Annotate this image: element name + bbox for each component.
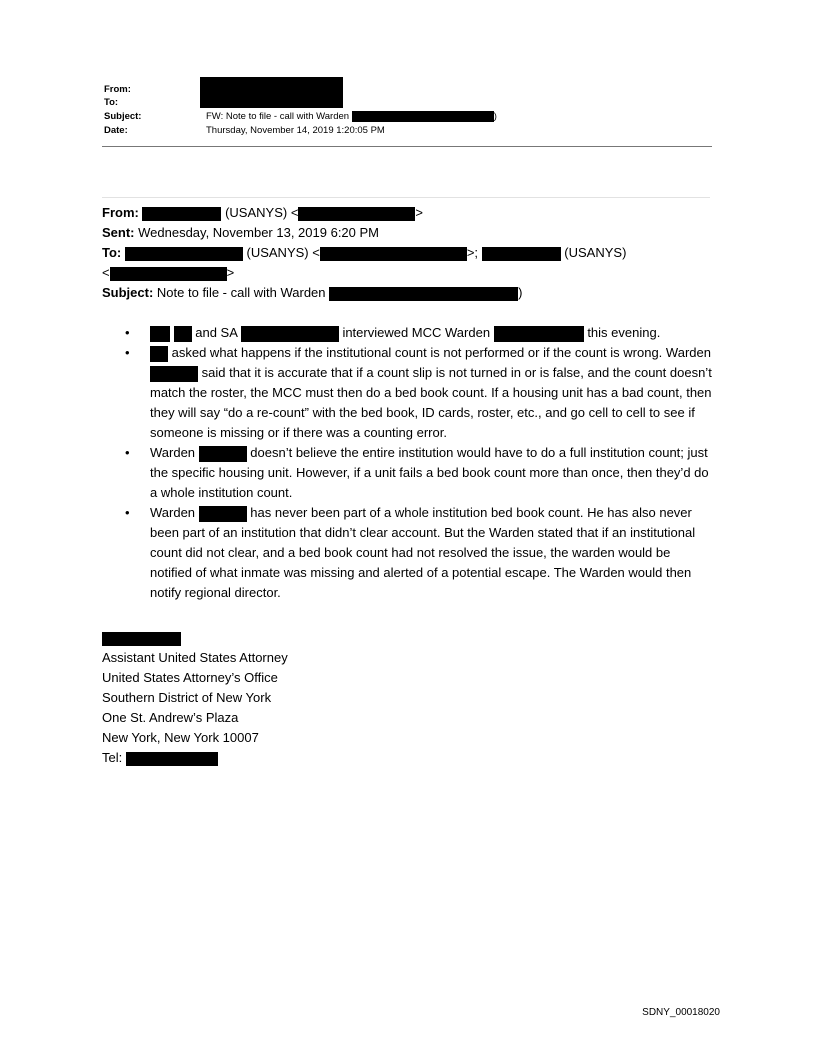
forwarded-sent-label: Sent: bbox=[102, 225, 135, 240]
redaction-block bbox=[150, 346, 168, 362]
bullet-text: asked what happens if the institutional count is not performed or if the count is wrong. bbox=[171, 345, 663, 360]
redaction-block bbox=[126, 752, 218, 766]
forwarded-to-org2: (USANYS) bbox=[564, 245, 627, 260]
signature-city: New York, New York 10007 bbox=[102, 730, 259, 745]
forwarded-from-org: (USANYS) < bbox=[225, 205, 299, 220]
forwarded-from-line bbox=[102, 203, 423, 223]
forwarded-subject-line bbox=[102, 283, 522, 303]
forwarded-to-line2 bbox=[102, 263, 234, 283]
bullet-text: interviewed MCC Warden bbox=[342, 325, 491, 340]
list-item bbox=[125, 323, 715, 343]
list-item bbox=[125, 343, 715, 443]
header-date-label: Date: bbox=[104, 125, 128, 136]
redaction-block bbox=[199, 506, 247, 522]
redaction-block bbox=[199, 446, 247, 462]
forward-divider bbox=[102, 197, 710, 198]
forwarded-from-label: From: bbox=[102, 205, 139, 220]
bullet-text: Warden bbox=[665, 345, 711, 360]
list-item bbox=[125, 503, 715, 603]
redaction-block bbox=[482, 247, 561, 261]
header-from-label: From: bbox=[104, 84, 131, 95]
bullet-text: said that it is accurate that if a count slip is not turned in or is false, and the count doesn’t match the roster, the MCC must then do a bed book count. If a housing unit has a bad count, then they will say “do a re-count” with the bed book, ID cards, roster, etc., and go cell to cell to see if someone is missing or if there was a counting error. bbox=[150, 365, 712, 440]
forwarded-subject-close: ) bbox=[518, 285, 523, 300]
bullet-text: has never been part of a whole institution bed book count. He has also never been part of an institution that didn’t clear account. But the Warden stated that if an institutional count did not clear, and a bed book count had not resolved the issue, the warden would be notified of what inmate was missing and alerted of a potential escape. The Warden would then notify regional director. bbox=[150, 505, 696, 600]
forwarded-subject-label: Subject: bbox=[102, 285, 154, 300]
redaction-block bbox=[174, 326, 192, 342]
redaction-block bbox=[241, 326, 339, 342]
signature-tel-label: Tel: bbox=[102, 750, 123, 765]
list-item bbox=[125, 443, 715, 503]
header-subject-value bbox=[206, 110, 497, 123]
header-to-label: To: bbox=[104, 97, 119, 108]
redaction-block bbox=[494, 326, 584, 342]
redaction-block bbox=[320, 247, 467, 261]
signature-street: One St. Andrew’s Plaza bbox=[102, 710, 239, 725]
note-bullet-list bbox=[125, 323, 715, 603]
bullet-icon: • bbox=[125, 325, 130, 340]
redaction-block bbox=[110, 267, 227, 281]
bullet-text: Warden bbox=[150, 445, 196, 460]
header-from-row bbox=[104, 83, 204, 96]
header-subject-label: Subject: bbox=[104, 111, 142, 122]
redaction-block bbox=[142, 207, 221, 221]
signature-office: United States Attorney’s Office bbox=[102, 670, 278, 685]
bates-number: SDNY_00018020 bbox=[642, 1007, 720, 1018]
redaction-block bbox=[352, 111, 494, 122]
bullet-text: this evening. bbox=[587, 325, 661, 340]
signature-district: Southern District of New York bbox=[102, 690, 272, 705]
forwarded-from-close: > bbox=[415, 205, 424, 220]
header-date-row bbox=[104, 124, 385, 137]
header-subject-suffix: ) bbox=[493, 111, 497, 122]
header-to-row bbox=[104, 96, 204, 109]
bullet-text: doesn’t believe the entire institution would have to do a full institution count; just the specific housing unit. However, if a unit fails a bed book count more than once, then they’d do a whole institution count. bbox=[150, 445, 709, 500]
header-date-value: Thursday, November 14, 2019 1:20:05 PM bbox=[206, 125, 385, 136]
redaction-block bbox=[150, 326, 170, 342]
header-subject-row bbox=[104, 110, 497, 123]
redaction-block bbox=[298, 207, 415, 221]
redaction-block bbox=[125, 247, 243, 261]
forwarded-to-separator: >; bbox=[466, 245, 479, 260]
signature-title: Assistant United States Attorney bbox=[102, 650, 288, 665]
forwarded-to-line bbox=[102, 243, 626, 263]
bullet-icon: • bbox=[125, 505, 130, 520]
forwarded-subject-value: Note to file - call with Warden bbox=[156, 285, 326, 300]
header-divider bbox=[102, 146, 712, 147]
redaction-block bbox=[150, 366, 198, 382]
header-subject-text: FW: Note to file - call with Warden bbox=[206, 111, 350, 122]
redaction-block bbox=[329, 287, 518, 301]
forwarded-sent-line bbox=[102, 223, 379, 243]
redaction-block bbox=[200, 77, 343, 108]
bullet-text: Warden bbox=[150, 505, 196, 520]
redaction-block bbox=[102, 632, 181, 646]
forwarded-to-org1: (USANYS) < bbox=[246, 245, 320, 260]
bullet-icon: • bbox=[125, 445, 130, 460]
signature-block bbox=[102, 628, 288, 768]
forwarded-to-open: < bbox=[102, 265, 110, 280]
signature-tel-line bbox=[102, 748, 288, 768]
forwarded-to-label: To: bbox=[102, 245, 122, 260]
bullet-text: and SA bbox=[195, 325, 238, 340]
forwarded-sent-value: Wednesday, November 13, 2019 6:20 PM bbox=[138, 225, 380, 240]
forwarded-to-close: > bbox=[226, 265, 235, 280]
bullet-icon: • bbox=[125, 345, 130, 360]
